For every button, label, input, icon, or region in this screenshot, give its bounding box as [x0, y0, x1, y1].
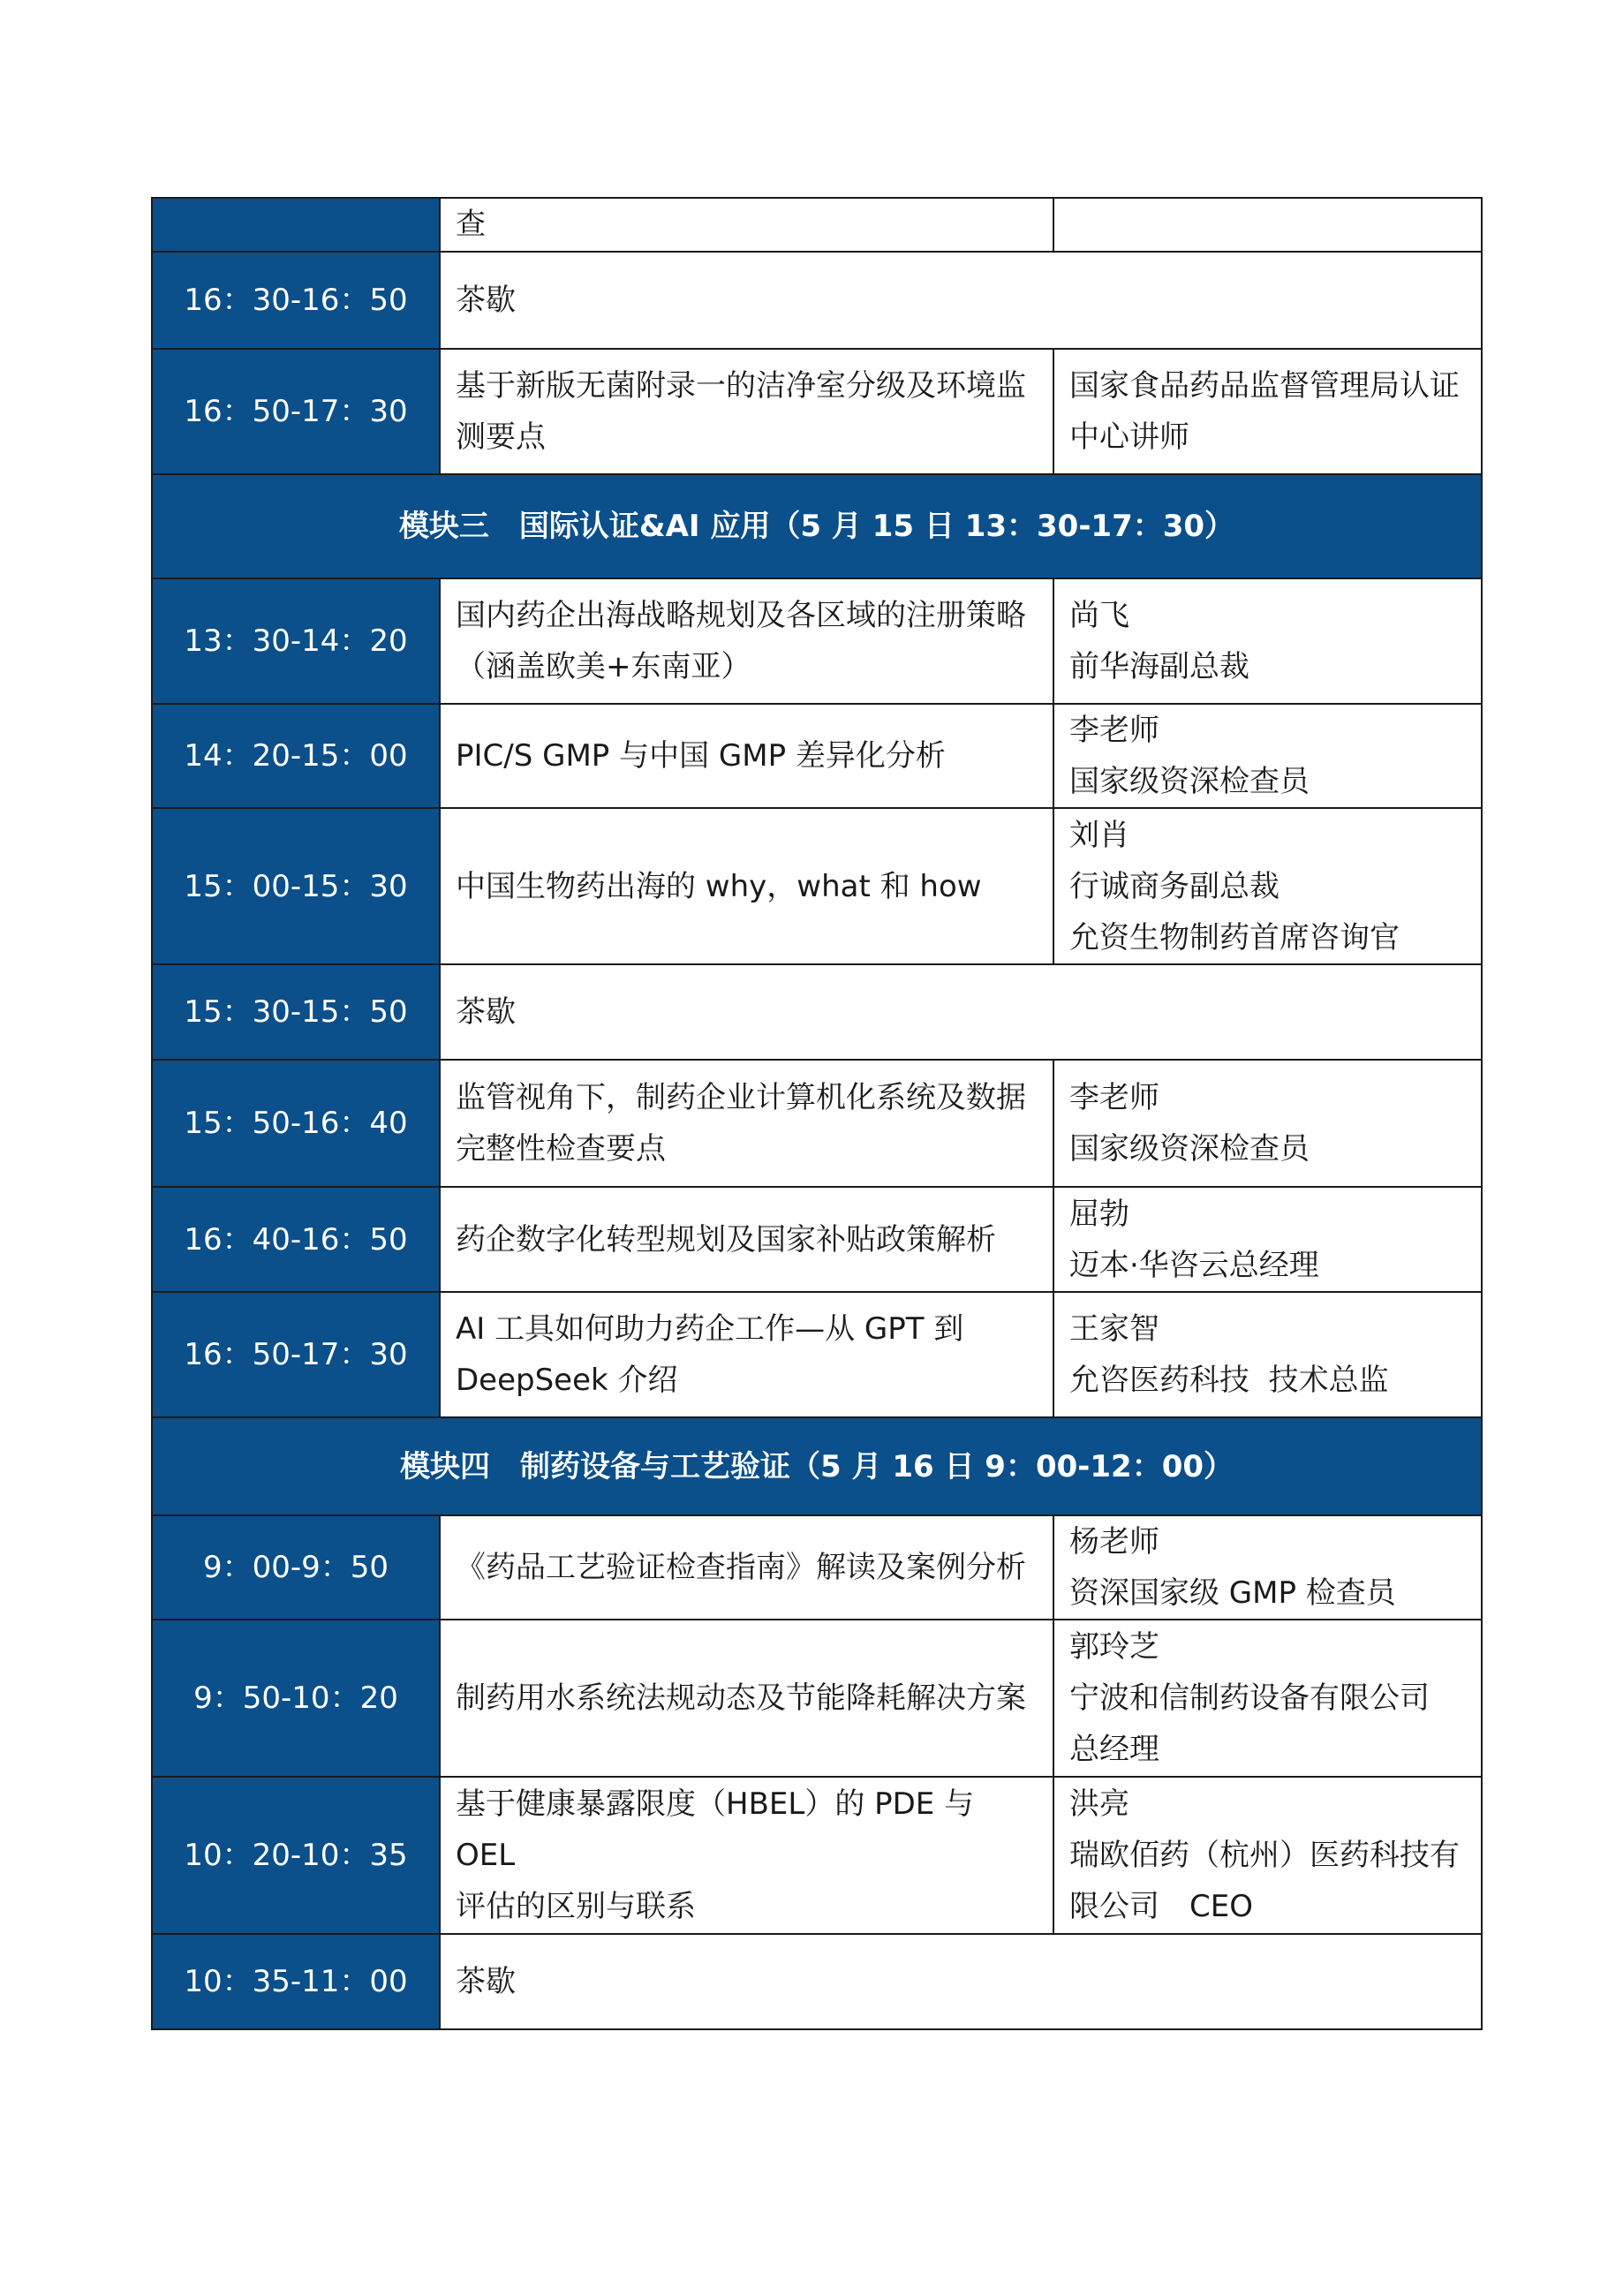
speaker-cell	[1053, 1515, 1482, 1620]
schedule-table	[151, 197, 1483, 2030]
speaker-line: 李老师	[1069, 713, 1159, 748]
time-cell: 16：30-16：50	[152, 252, 440, 349]
speaker-line: 李老师	[1069, 1080, 1159, 1115]
time-cell: 16：50-17：30	[152, 1292, 440, 1417]
topic-cell	[440, 704, 1053, 808]
time-cell: 9：00-9：50	[152, 1515, 440, 1620]
module-title: 模块四 制药设备与工艺验证（5 月 16 日 9：00-12：00）	[152, 1417, 1482, 1515]
time-cell: 10：20-10：35	[152, 1777, 440, 1934]
topic-cell	[440, 1292, 1053, 1417]
time-cell	[152, 198, 440, 252]
speaker-cell	[1053, 1620, 1482, 1777]
speaker-line: 王家智	[1069, 1311, 1159, 1347]
speaker-line: 国家食品药品监督管理局认证	[1069, 368, 1460, 404]
topic-cell	[440, 349, 1053, 474]
speaker-line: 资深国家级 GMP 检查员	[1069, 1575, 1396, 1611]
speaker-line: 行诚商务副总裁	[1069, 868, 1280, 904]
topic-line: DeepSeek 介绍	[456, 1363, 678, 1398]
table-row	[152, 1934, 1482, 2029]
table-row	[152, 1060, 1482, 1187]
time-cell: 13：30-14：20	[152, 578, 440, 704]
speaker-line: 迈本·华咨云总经理	[1069, 1247, 1319, 1283]
topic-cell	[440, 1515, 1053, 1620]
speaker-line: 前华海副总裁	[1069, 649, 1249, 684]
speaker-cell	[1053, 1060, 1482, 1187]
speaker-line: 国家级资深检查员	[1069, 764, 1310, 799]
time-cell: 16：40-16：50	[152, 1187, 440, 1292]
break-cell: 茶歇	[440, 1934, 1482, 2029]
time-cell: 10：35-11：00	[152, 1934, 440, 2029]
break-cell: 茶歇	[440, 964, 1482, 1060]
speaker-cell	[1053, 704, 1482, 808]
speaker-line: 瑞欧佰药（杭州）医药科技有	[1069, 1838, 1460, 1873]
speaker-cell	[1053, 349, 1482, 474]
speaker-cell	[1053, 808, 1482, 964]
table-row	[152, 1187, 1482, 1292]
topic-line: 基于健康暴露限度（HBEL）的 PDE 与 OEL	[456, 1786, 975, 1873]
speaker-line: 国家级资深检查员	[1069, 1131, 1310, 1167]
speaker-line: 总经理	[1069, 1732, 1159, 1767]
module-header-row	[152, 474, 1482, 578]
speaker-line: 郭玲芝	[1069, 1629, 1159, 1665]
speaker-cell	[1053, 1292, 1482, 1417]
time-cell: 9：50-10：20	[152, 1620, 440, 1777]
topic-line: AI 工具如何助力药企工作—从 GPT 到	[456, 1311, 964, 1347]
topic-cell	[440, 578, 1053, 704]
speaker-line: 洪亮	[1069, 1786, 1129, 1822]
table-row	[152, 1292, 1482, 1417]
module-header-row	[152, 1417, 1482, 1515]
topic-cell	[440, 1620, 1053, 1777]
speaker-line: 杨老师	[1069, 1524, 1159, 1560]
topic-line: 完整性检查要点	[456, 1131, 666, 1167]
topic-cell	[440, 1187, 1053, 1292]
topic-line: 中国生物药出海的 why，what 和 how	[456, 868, 982, 904]
table-row	[152, 964, 1482, 1060]
topic-cell	[440, 1060, 1053, 1187]
time-cell: 15：50-16：40	[152, 1060, 440, 1187]
topic-line: 测要点	[456, 419, 546, 455]
time-cell: 16：50-17：30	[152, 349, 440, 474]
topic-line: 制药用水系统法规动态及节能降耗解决方案	[456, 1680, 1026, 1716]
table-row	[152, 704, 1482, 808]
speaker-cell	[1053, 1777, 1482, 1934]
table-row	[152, 198, 1482, 252]
time-cell: 15：00-15：30	[152, 808, 440, 964]
topic-cell	[440, 198, 1053, 252]
topic-line: PIC/S GMP 与中国 GMP 差异化分析	[456, 738, 946, 774]
speaker-line: 中心讲师	[1069, 419, 1189, 455]
table-row	[152, 1515, 1482, 1620]
module-title: 模块三 国际认证&AI 应用（5 月 15 日 13：30-17：30）	[152, 474, 1482, 578]
speaker-line: 限公司 CEO	[1069, 1889, 1253, 1924]
topic-line: 监管视角下，制药企业计算机化系统及数据	[456, 1080, 1026, 1115]
table-row	[152, 349, 1482, 474]
topic-cell	[440, 808, 1053, 964]
topic-line: 基于新版无菌附录一的洁净室分级及环境监	[456, 368, 1026, 404]
table-row	[152, 1620, 1482, 1777]
break-cell: 茶歇	[440, 252, 1482, 349]
table-row	[152, 252, 1482, 349]
table-row	[152, 808, 1482, 964]
speaker-line: 允咨医药科技 技术总监	[1069, 1363, 1389, 1398]
speaker-line: 屈勃	[1069, 1196, 1129, 1232]
time-cell: 15：30-15：50	[152, 964, 440, 1060]
speaker-cell	[1053, 198, 1482, 252]
speaker-line: 刘肖	[1069, 817, 1129, 853]
speaker-line: 允资生物制药首席咨询官	[1069, 919, 1400, 955]
topic-line: 查	[456, 207, 486, 242]
speaker-cell	[1053, 578, 1482, 704]
time-cell: 14：20-15：00	[152, 704, 440, 808]
table-row	[152, 1777, 1482, 1934]
topic-cell	[440, 1777, 1053, 1934]
speaker-line: 宁波和信制药设备有限公司	[1069, 1680, 1430, 1716]
topic-line: 评估的区别与联系	[456, 1889, 696, 1924]
topic-line: 药企数字化转型规划及国家补贴政策解析	[456, 1221, 996, 1258]
speaker-cell	[1053, 1187, 1482, 1292]
topic-line: 《药品工艺验证检查指南》解读及案例分析	[456, 1550, 1026, 1585]
topic-line: 国内药企出海战略规划及各区域的注册策略	[456, 598, 1026, 633]
table-row	[152, 578, 1482, 704]
speaker-line: 尚飞	[1069, 598, 1129, 633]
topic-line: （涵盖欧美+东南亚）	[456, 649, 751, 684]
